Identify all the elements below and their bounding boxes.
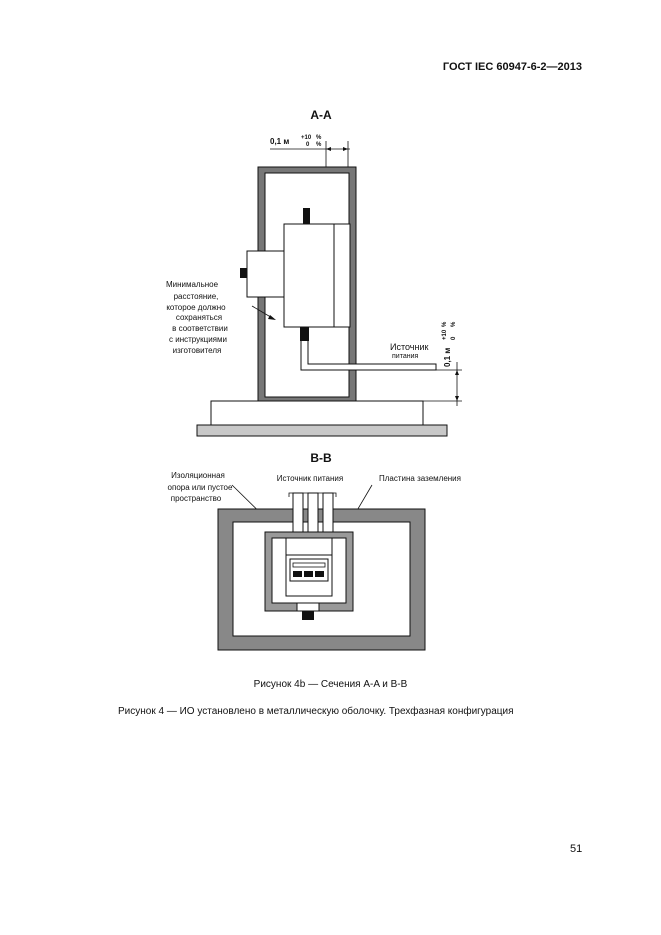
svg-text:0: 0 (451, 336, 457, 340)
label-source-aa (390, 342, 428, 360)
svg-text:изготовителя: изготовителя (172, 346, 222, 355)
svg-text:0,1 м: 0,1 м (270, 137, 290, 146)
floor-plate (197, 425, 447, 436)
svg-text:%: % (316, 135, 322, 141)
svg-text:питания: питания (392, 353, 419, 360)
svg-text:в соответствии: в соответствии (172, 324, 228, 333)
svg-text:которое должно: которое должно (166, 303, 226, 312)
svg-text:сохраняться: сохраняться (175, 313, 223, 322)
page-number: 51 (570, 843, 583, 855)
svg-text:Изоляционная: Изоляционная (171, 471, 225, 480)
base-platform (211, 401, 423, 425)
power-cables-bb (293, 493, 333, 538)
document-header: ГОСТ IEC 60947-6-2—2013 (442, 61, 582, 73)
section-bb-title: B-B (310, 451, 332, 465)
svg-text:расстояние,: расстояние, (173, 292, 219, 301)
svg-text:%: % (442, 321, 448, 327)
svg-text:Пластина заземления: Пластина заземления (379, 474, 461, 483)
figure-4-caption: Рисунок 4 — ИО установлено в металлическую оболочку. Трехфазная конфигурация (118, 706, 514, 717)
svg-text:Источник: Источник (390, 342, 429, 352)
svg-text:0: 0 (306, 142, 310, 148)
figure-4b-caption: Рисунок 4b — Сечения A-A и B-B (253, 679, 408, 690)
svg-text:Источник питания: Источник питания (276, 474, 344, 483)
section-aa-title: A-A (310, 108, 332, 122)
svg-text:%: % (316, 142, 322, 148)
svg-text:+10: +10 (301, 135, 312, 141)
svg-text:+10: +10 (442, 329, 448, 340)
svg-text:пространство: пространство (170, 494, 222, 503)
device-aa (240, 208, 350, 341)
svg-text:опора или пустое: опора или пустое (167, 483, 233, 492)
svg-text:%: % (451, 321, 457, 327)
device-bb (265, 532, 353, 620)
svg-text:0,1 м: 0,1 м (443, 347, 452, 367)
svg-text:Минимальное: Минимальное (165, 280, 219, 289)
svg-text:с инструкциями: с инструкциями (169, 335, 227, 344)
